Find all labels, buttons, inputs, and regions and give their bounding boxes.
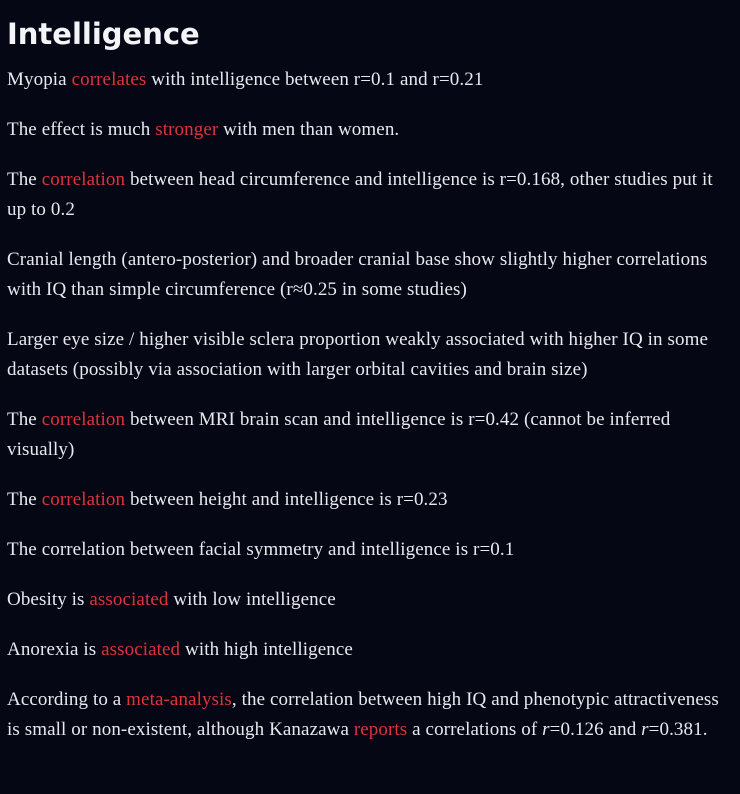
paragraph-eye-size: Larger eye size / higher visible sclera proportion weakly associated with higher IQ in some datasets (possibly via association with larger orbital cavities and brain size) [7, 329, 708, 380]
text: , the correlation between high IQ and phenotypic attractiveness is small or non-existent, although Kanazawa [7, 689, 719, 740]
link-stronger[interactable]: stronger [155, 119, 219, 140]
link-correlation-head[interactable]: correlation [41, 169, 126, 190]
text: Myopia [7, 69, 72, 90]
paragraph-obesity [7, 585, 726, 615]
text: with men than women. [218, 119, 400, 140]
link-meta-analysis[interactable]: meta-analysis [126, 689, 232, 710]
paragraph-attractiveness [7, 685, 726, 745]
section-heading: Intelligence [7, 17, 200, 51]
paragraph-facial-symmetry: The correlation between facial symmetry and intelligence is r=0.1 [7, 539, 515, 560]
text: According to a [7, 689, 127, 710]
text: between height and intelligence is r=0.23 [125, 489, 448, 510]
text: between MRI brain scan and intelligence is r=0.42 (cannot be inferred visually) [7, 409, 671, 460]
text: between head circumference and intelligence is r=0.168, other studies put it up to 0.2 [7, 169, 713, 220]
italic-r: r [542, 719, 550, 740]
text: with low intelligence [168, 589, 336, 610]
paragraph-head-circumference [7, 165, 726, 225]
text: with high intelligence [180, 639, 353, 660]
text: a correlations of [407, 719, 543, 740]
text: The effect is much [7, 119, 156, 140]
link-associated-obesity[interactable]: associated [89, 589, 169, 610]
link-correlates[interactable]: correlates [71, 69, 147, 90]
italic-r: r [641, 719, 649, 740]
paragraph-sex-effect [7, 115, 726, 145]
text: Obesity is [7, 589, 90, 610]
link-correlation-mri[interactable]: correlation [41, 409, 126, 430]
text: =0.126 and [549, 719, 642, 740]
text: The [7, 489, 42, 510]
paragraph-anorexia [7, 635, 726, 665]
text: Anorexia is [7, 639, 102, 660]
text: The [7, 169, 42, 190]
link-reports[interactable]: reports [353, 719, 408, 740]
paragraph-cranial-length: Cranial length (antero-posterior) and broader cranial base show slightly higher correlations with IQ than simple circumference (r≈0.25 in some studies) [7, 249, 708, 300]
paragraph-mri [7, 405, 726, 465]
text: The [7, 409, 42, 430]
paragraph-myopia [7, 65, 726, 95]
paragraph-height [7, 485, 726, 515]
text: with intelligence between r=0.1 and r=0.21 [146, 69, 484, 90]
link-correlation-height[interactable]: correlation [41, 489, 126, 510]
text: =0.381. [648, 719, 708, 740]
link-associated-anorexia[interactable]: associated [101, 639, 181, 660]
